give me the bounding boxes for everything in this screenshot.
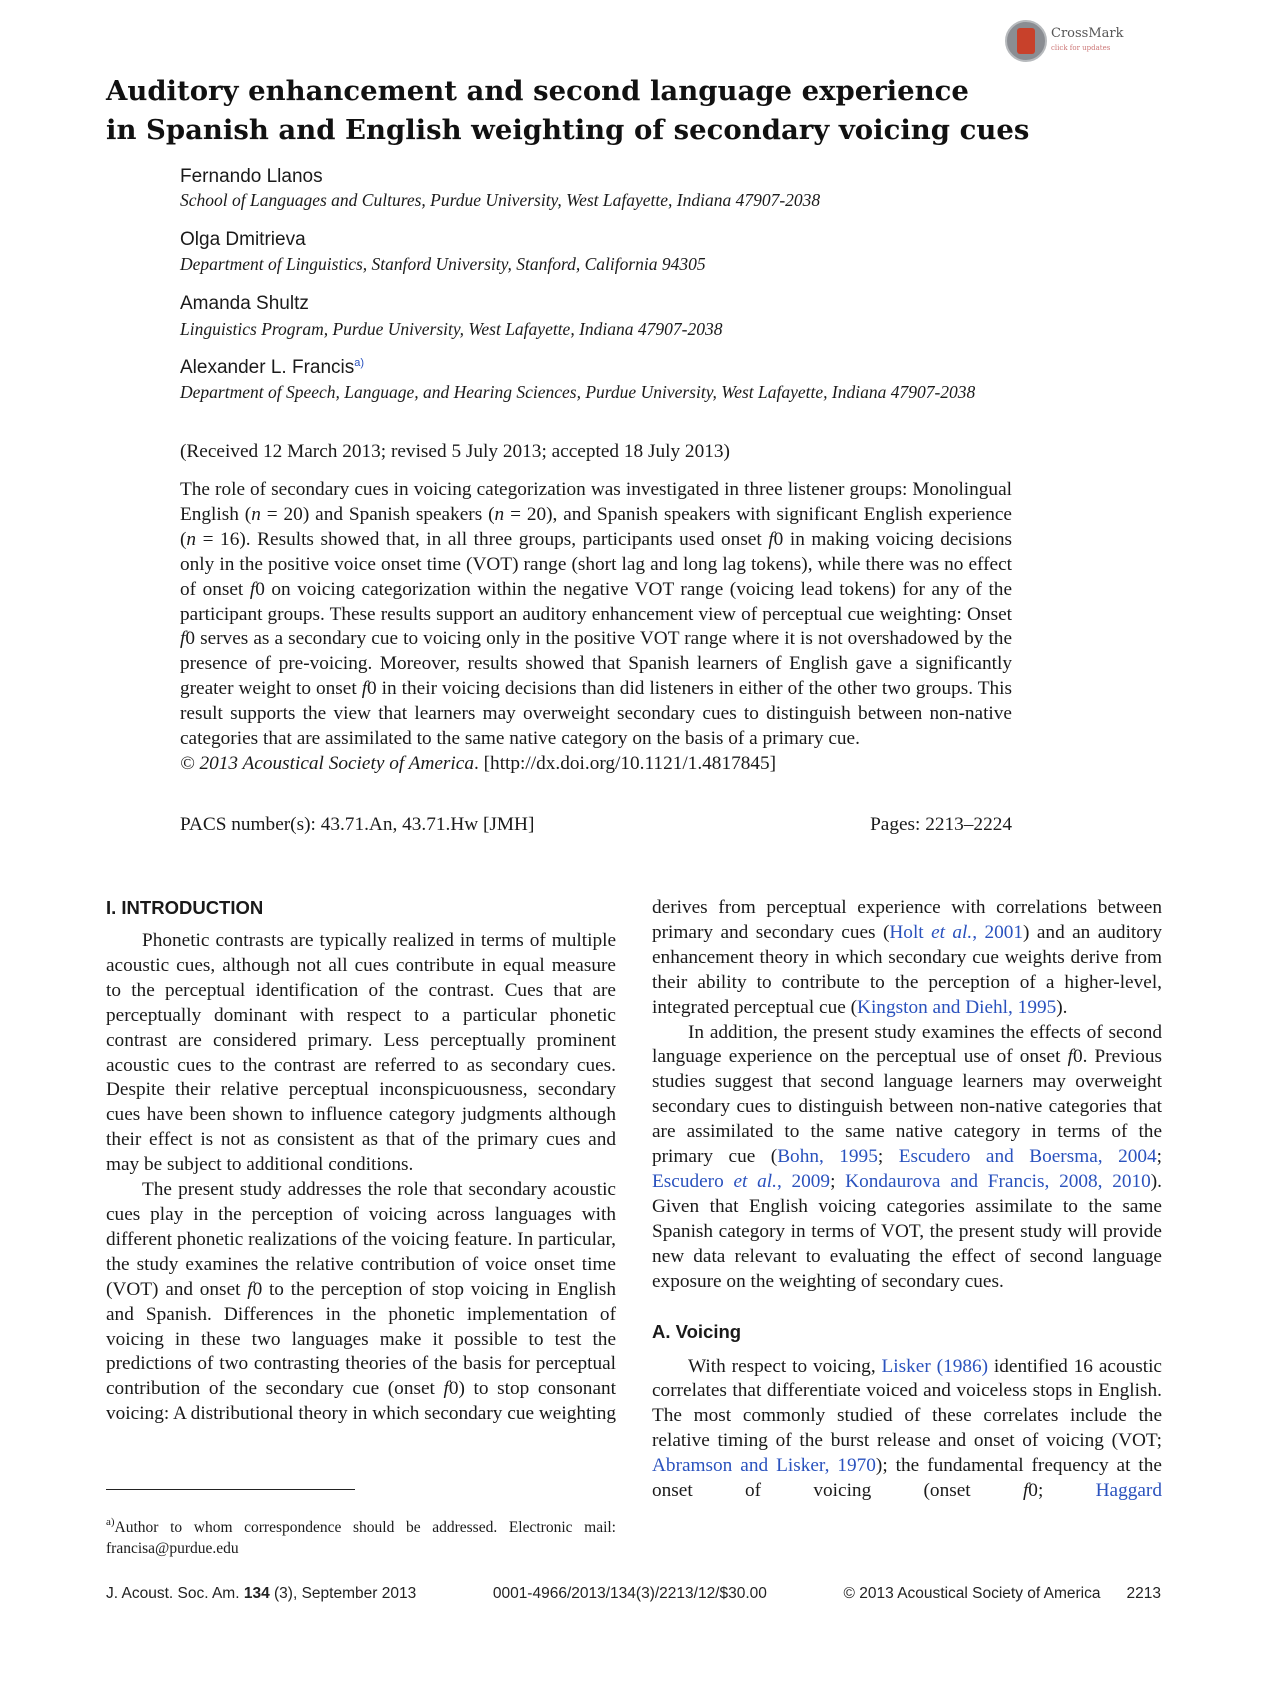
abstract bbox=[180, 478, 1012, 777]
text-run: ; bbox=[830, 1170, 846, 1192]
text-run: = 16). Results showed that, in all three groups, participants used onset bbox=[196, 528, 769, 550]
crossmark-label: CrossMark bbox=[1051, 26, 1124, 41]
italic-run: f bbox=[1022, 1480, 1029, 1502]
section-heading-introduction: I. INTRODUCTION bbox=[106, 897, 264, 918]
journal-name: J. Acoust. Soc. Am. bbox=[106, 1585, 244, 1602]
page-number: 2213 bbox=[1126, 1585, 1161, 1602]
text-run: 0. Previous studies suggest that second language learners may overweight secondary cues to distinguish between non-native categories that are assimilated to the same native category in terms of the primary cue ( bbox=[652, 1046, 1163, 1168]
italic-run: f bbox=[249, 578, 256, 600]
text-run: 0 in making voicing decisions only in the positive voice onset time (VOT) range (short lag and long lag tokens), while there was no effect of onset bbox=[180, 528, 1012, 600]
abstract-text bbox=[180, 478, 1012, 752]
citation-link[interactable]: Holt bbox=[889, 921, 932, 943]
section-heading-voicing: A. Voicing bbox=[652, 1320, 742, 1342]
citation-link[interactable]: Lisker (1986) bbox=[881, 1355, 989, 1377]
text-run: 0; bbox=[1028, 1480, 1096, 1502]
citation-link[interactable]: Kingston and Diehl, 1995 bbox=[857, 996, 1057, 1018]
text-run: identified 16 acoustic correlates that differentiate voiced and voiceless stops in English. The most commonly studied of these correlates include the relative timing of the burst release and onset of voicing (VOT; bbox=[652, 1355, 1162, 1452]
left-column bbox=[106, 897, 616, 1427]
page-range: Pages: 2213–2224 bbox=[870, 814, 1012, 835]
text-run: ) and an auditory enhancement theory in which secondary cue weights derive from their ability to contribute to the perception of a higher-level, integrated perceptual cue ( bbox=[652, 921, 1162, 1018]
text-run: 0 serves as a secondary cue to voicing only in the positive VOT range where it is not overshadowed by the presence of pre-voicing. Moreover, results showed that Spanish learners of English gave a significantly greater weight to onset bbox=[180, 628, 1012, 700]
received-dates: (Received 12 March 2013; revised 5 July 2013; accepted 18 July 2013) bbox=[180, 441, 730, 462]
text-run: 0 on voicing categorization within the negative VOT range (voicing lead tokens) for any of the participant groups. These results support an auditory enhancement view of perceptual cue weighting: Onset bbox=[180, 578, 1013, 625]
intro-paragraph bbox=[106, 929, 616, 1178]
text-run: 0 in their voicing decisions than did listeners in either of the other two groups. This result supports the view that learners may overweight secondary cues to distinguish between non-native categories that are assimilated to the same native category on the basis of a primary cue. bbox=[180, 678, 1012, 750]
italic-run: f bbox=[768, 528, 774, 550]
text-run: = 20), and Spanish speakers with significant English experience ( bbox=[180, 503, 1012, 550]
page-footer bbox=[106, 1585, 1161, 1603]
text-run: ); the fundamental frequency at the onset of voicing (onset bbox=[652, 1455, 1162, 1502]
citation-link[interactable]: Haggard bbox=[1095, 1480, 1162, 1502]
author-affiliation: Department of Linguistics, Stanford University, Stanford, California 94305 bbox=[180, 254, 706, 274]
author-affiliation: Linguistics Program, Purdue University, West Lafayette, Indiana 47907-2038 bbox=[180, 319, 723, 339]
footnote-link[interactable]: a) bbox=[354, 357, 365, 369]
italic-run: n bbox=[186, 528, 197, 550]
text-run: In addition, the present study examines the effects of second language experience on the perceptual use of onset bbox=[652, 1021, 1162, 1068]
italic-run: © 2013 Acoustical Society of America bbox=[180, 752, 474, 774]
pacs-numbers: PACS number(s): 43.71.An, 43.71.Hw [JMH] bbox=[180, 814, 535, 835]
text-run: The role of secondary cues in voicing categorization was investigated in three listener groups: Monolingual English ( bbox=[180, 479, 1012, 525]
text-run: = 20) and Spanish speakers ( bbox=[260, 503, 495, 525]
italic-run: f bbox=[247, 1278, 253, 1300]
voicing-paragraph bbox=[652, 1355, 1162, 1504]
paper-title bbox=[106, 72, 1106, 150]
title-line-1: Auditory enhancement and second language experience bbox=[106, 75, 969, 107]
text-run: Phonetic contrasts are typically realized in terms of multiple acoustic cues, although not all cues contribute in equal measure to the perceptual identification of the contrast. Cues that are perceptually dominant with respect to a particular phonetic contrast are considered primary. Less perceptually prominent acoustic cues to the contrast are referred to as secondary cues. Despite their relative perceptual inconspicuousness, secondary cues have been shown to influence category judgments although their effect is not as consistent as that of the primary cues and may be subject to additional conditions. bbox=[106, 930, 616, 1176]
author-affiliation: School of Languages and Cultures, Purdue University, West Lafayette, Indiana 47907-2038 bbox=[180, 190, 821, 210]
journal-citation bbox=[106, 1585, 416, 1603]
citation-link[interactable]: , 2001 bbox=[972, 921, 1024, 943]
text-run: The present study addresses the role that secondary acoustic cues play in the perception of voicing across languages with different phonetic realizations of the voicing feature. In particular, the study examines the relative contribution of voice onset time (VOT) and onset bbox=[106, 1179, 616, 1300]
intro-paragraph bbox=[652, 896, 1162, 1021]
citation-link[interactable]: , 2009 bbox=[776, 1170, 831, 1192]
right-column bbox=[652, 896, 1162, 1504]
italic-run: f bbox=[443, 1378, 449, 1400]
citation-link[interactable]: Bohn, 1995 bbox=[777, 1146, 878, 1168]
italic-run: n bbox=[494, 503, 505, 525]
crossmark-sub: click for updates bbox=[1051, 44, 1111, 52]
text-run: 0) to stop consonant voicing: A distributional theory in which secondary cue weighting bbox=[106, 1378, 617, 1425]
italic-run: f bbox=[1067, 1046, 1073, 1068]
citation-link[interactable]: et al. bbox=[733, 1170, 777, 1192]
author-name bbox=[180, 357, 364, 379]
italic-run: n bbox=[251, 503, 261, 525]
pacs-row bbox=[180, 814, 1012, 836]
abstract-copyright bbox=[180, 752, 1012, 777]
author-name: Fernando Llanos bbox=[180, 166, 323, 187]
author-name: Olga Dmitrieva bbox=[180, 229, 306, 250]
footer-copyright: © 2013 Acoustical Society of America bbox=[843, 1585, 1101, 1602]
article-code: 0001-4966/2013/134(3)/2213/12/$30.00 bbox=[492, 1585, 767, 1602]
footnote-text: Author to whom correspondence should be addressed. Electronic mail: francisa@purdue.edu bbox=[106, 1519, 616, 1557]
text-run: derives from perceptual experience with correlations between primary and secondary cues ( bbox=[652, 897, 1162, 943]
footnote-mark: a) bbox=[106, 1516, 115, 1528]
journal-issue: (3), September 2013 bbox=[269, 1585, 417, 1602]
author-affiliation: Department of Speech, Language, and Hearing Sciences, Purdue University, West Lafayette, Indiana 47907-2038 bbox=[180, 382, 976, 402]
author-name-text: Alexander L. Francis bbox=[180, 357, 355, 378]
title-line-2: in Spanish and English weighting of secondary voicing cues bbox=[106, 114, 1030, 146]
intro-paragraph bbox=[106, 1178, 616, 1427]
journal-volume: 134 bbox=[243, 1585, 270, 1602]
text-run: ; bbox=[1156, 1146, 1162, 1168]
italic-run: f bbox=[180, 628, 186, 650]
citation-link[interactable]: Escudero bbox=[652, 1170, 734, 1192]
text-run: . [http://dx.doi.org/10.1121/1.4817845] bbox=[474, 752, 777, 774]
citation-link[interactable]: et al. bbox=[931, 921, 973, 943]
text-run: ). Given that English voicing categories assimilate to the same Spanish category in terms of VOT, the present study will provide new data relevant to evaluating the effect of second language exposure on the weighting of secondary cues. bbox=[652, 1170, 1163, 1292]
citation-link[interactable]: Abramson and Lisker, 1970 bbox=[652, 1455, 876, 1477]
crossmark-icon bbox=[1005, 20, 1047, 62]
footnote-divider bbox=[106, 1489, 355, 1490]
citation-link[interactable]: Escudero and Boersma, 2004 bbox=[898, 1146, 1157, 1168]
text-run: ). bbox=[1056, 996, 1068, 1018]
crossmark-badge[interactable] bbox=[1005, 20, 1123, 62]
text-run: With respect to voicing, bbox=[688, 1355, 882, 1377]
intro-paragraph bbox=[652, 1021, 1162, 1295]
footnote bbox=[106, 1512, 616, 1559]
text-run: 0 to the perception of stop voicing in English and Spanish. Differences in the phonetic implementation of voicing in these two languages make it possible to test the predictions of two contrasting theories of the basis for perceptual contribution of the secondary cue (onset bbox=[106, 1278, 616, 1400]
citation-link[interactable]: Kondaurova and Francis, 2008, 2010 bbox=[845, 1170, 1151, 1192]
text-run: ; bbox=[877, 1146, 899, 1168]
italic-run: f bbox=[361, 678, 368, 700]
author-name: Amanda Shultz bbox=[180, 293, 309, 314]
